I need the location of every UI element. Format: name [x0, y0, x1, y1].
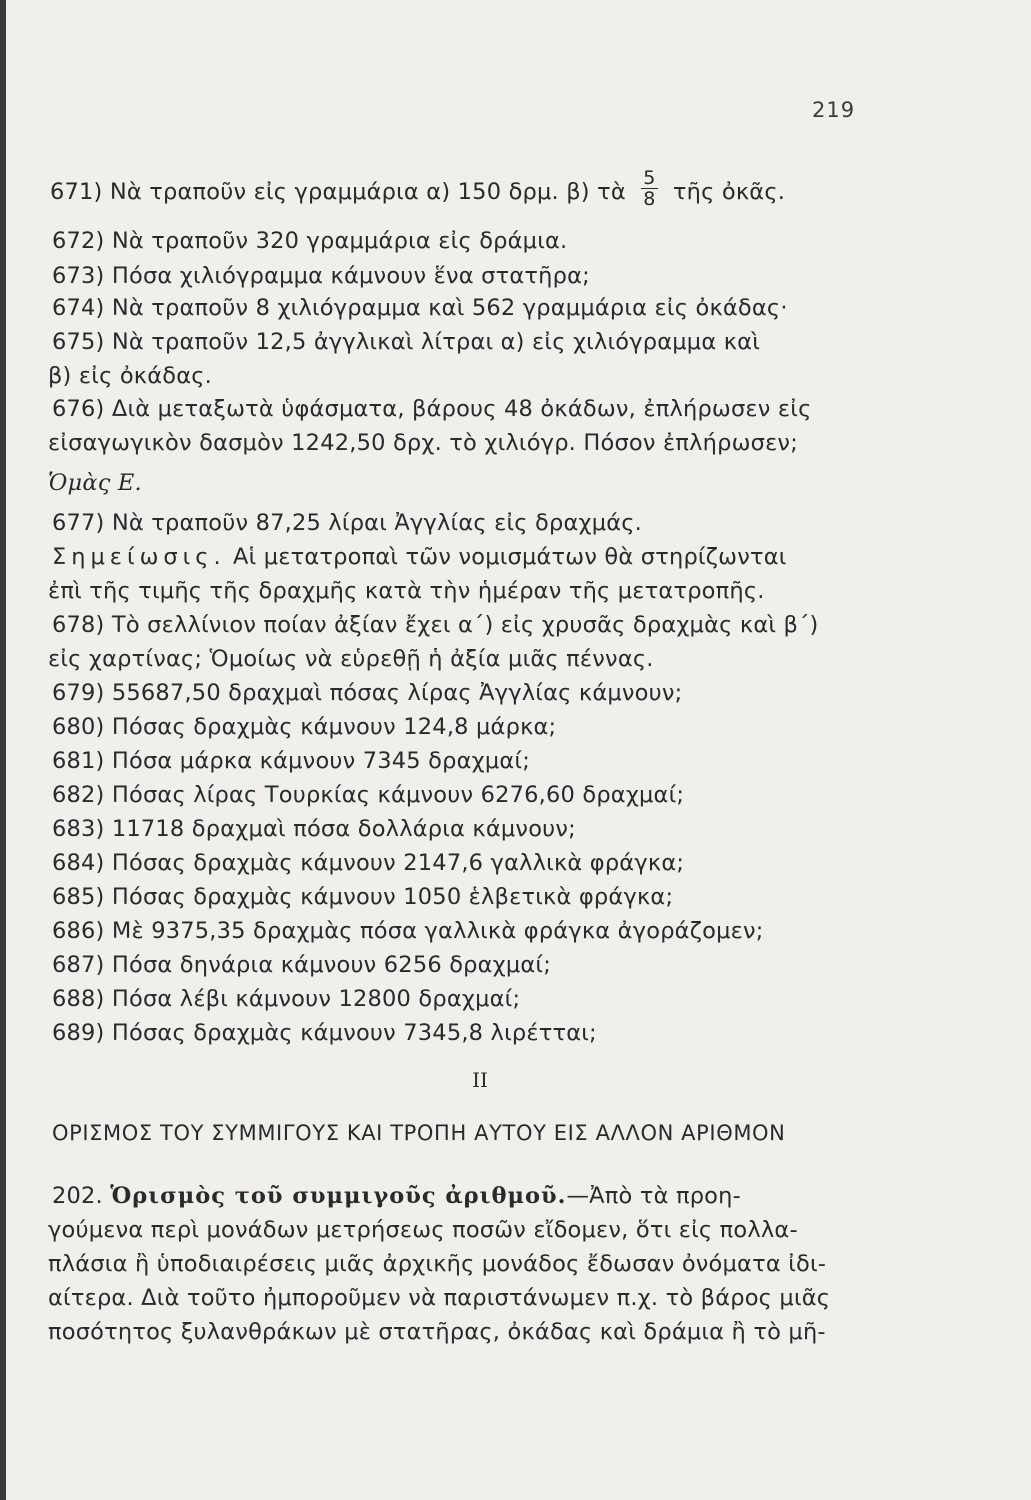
exercise-684: 684) Πόσας δραχμὰς κάμνουν 2147,6 γαλλικὰ φράγκα;: [52, 850, 685, 876]
exercise-681: 681) Πόσα μάρκα κάμνουν 7345 δραχμαί;: [52, 748, 530, 774]
paragraph-line: πλάσια ἢ ὑποδιαιρέσεις μιᾶς ἀρχικῆς μονάδος ἔδωσαν ὀνόματα ἰδι-: [48, 1251, 827, 1277]
fraction-denominator: 8: [643, 188, 656, 210]
exercise-673: 673) Πόσα χιλιόγραμμα κάμνουν ἕνα στατῆρα;: [52, 263, 590, 289]
fraction-numerator: 5: [643, 167, 656, 189]
fraction: [641, 168, 657, 209]
exercise-text-after: τῆς ὀκᾶς.: [672, 179, 786, 205]
exercise-689: 689) Πόσας δραχμὰς κάμνουν 7345,8 λιρέτται;: [52, 1020, 597, 1046]
paragraph-line: γούμενα περὶ μονάδων μετρήσεως ποσῶν εἴδομεν, ὅτι εἰς πολλα-: [48, 1217, 798, 1243]
note-text: Αἱ μετατροπαὶ τῶν νομισμάτων θὰ στηρίζωνται: [233, 544, 787, 570]
exercise-687: 687) Πόσα δηνάρια κάμνουν 6256 δραχμαί;: [52, 952, 552, 978]
exercise-678-cont: εἰς χαρτίνας; Ὁμοίως νὰ εὑρεθῇ ἡ ἀξία μιᾶς πέννας.: [48, 646, 654, 672]
exercise-680: 680) Πόσας δραχμὰς κάμνουν 124,8 μάρκα;: [52, 714, 557, 740]
exercise-675-cont: β) εἰς ὀκάδας.: [48, 363, 213, 389]
exercise-676-cont: εἰσαγωγικὸν δασμὸν 1242,50 δρχ. τὸ χιλιόγρ. Πόσον ἐπλήρωσεν;: [48, 430, 798, 456]
page-edge: [0, 0, 6, 1500]
note: [52, 541, 787, 573]
paragraph-line: αίτερα. Διὰ τοῦτο ἠμποροῦμεν νὰ παριστάνωμεν π.χ. τὸ βάρος μιᾶς: [48, 1285, 831, 1311]
exercise-676: 676) Διὰ μεταξωτὰ ὑφάσματα, βάρους 48 ὀκάδων, ἐπλήρωσεν εἰς: [52, 396, 812, 422]
section-title: ΟΡΙΣΜΟΣ ΤΟΥ ΣΥΜΜΙΓΟΥΣ ΚΑΙ ΤΡΟΠΗ ΑΥΤΟΥ ΕΙΣ ΑΛΛΟΝ ΑΡΙΘΜΟΝ: [52, 1121, 786, 1145]
exercise-686: 686) Μὲ 9375,35 δραχμὰς πόσα γαλλικὰ φράγκα ἀγοράζομεν;: [52, 918, 764, 944]
paragraph-line: ποσότητος ξυλανθράκων μὲ στατῆρας, ὀκάδας καὶ δράμια ἢ τὸ μῆ-: [48, 1319, 826, 1345]
exercise-text: 671) Νὰ τραποῦν εἰς γραμμάρια α) 150 δρμ. β) τὰ: [50, 179, 626, 205]
paragraph-text: —Ἀπὸ τὰ προη-: [566, 1183, 741, 1209]
exercise-675: 675) Νὰ τραποῦν 12,5 ἀγγλικαὶ λίτραι α) εἰς χιλιόγραμμα καὶ: [52, 329, 761, 355]
exercise-683: 683) 11718 δραχμαὶ πόσα δολλάρια κάμνουν;: [52, 816, 576, 842]
exercise-682: 682) Πόσας λίρας Τουρκίας κάμνουν 6276,60 δραχμαί;: [52, 782, 685, 808]
note-label: Σημείωσις.: [52, 544, 226, 570]
exercise-678: 678) Τὸ σελλίνιον ποίαν ἀξίαν ἔχει α΄) εἰς χρυσᾶς δραχμὰς καὶ β΄): [52, 612, 819, 638]
page-number: 219: [812, 98, 856, 122]
note-cont: ἐπὶ τῆς τιμῆς τῆς δραχμῆς κατὰ τὴν ἡμέραν τῆς μετατροπῆς.: [48, 578, 765, 604]
paragraph-202: [52, 1180, 741, 1212]
exercise-677: 677) Νὰ τραποῦν 87,25 λίραι Ἀγγλίας εἰς δραχμάς.: [52, 510, 643, 536]
exercise-672: 672) Νὰ τραποῦν 320 γραμμάρια εἰς δράμια.: [52, 228, 568, 254]
exercise-688: 688) Πόσα λέβι κάμνουν 12800 δραχμαί;: [52, 986, 521, 1012]
exercise-685: 685) Πόσας δραχμὰς κάμνουν 1050 ἑλβετικὰ φράγκα;: [52, 884, 674, 910]
exercise-674: 674) Νὰ τραποῦν 8 χιλιόγραμμα καὶ 562 γραμμάρια εἰς ὀκάδας·: [52, 295, 788, 321]
paragraph-title: Ὁρισμὸς τοῦ συμμιγοῦς ἀριθμοῦ.: [110, 1183, 567, 1209]
section-number: II: [472, 1068, 488, 1092]
paragraph-number: 202.: [52, 1183, 103, 1209]
group-heading: Ὁμὰς Ε.: [48, 470, 142, 496]
exercise-679: 679) 55687,50 δραχμαὶ πόσας λίρας Ἀγγλίας κάμνουν;: [52, 680, 683, 706]
exercise-671: [50, 167, 786, 213]
